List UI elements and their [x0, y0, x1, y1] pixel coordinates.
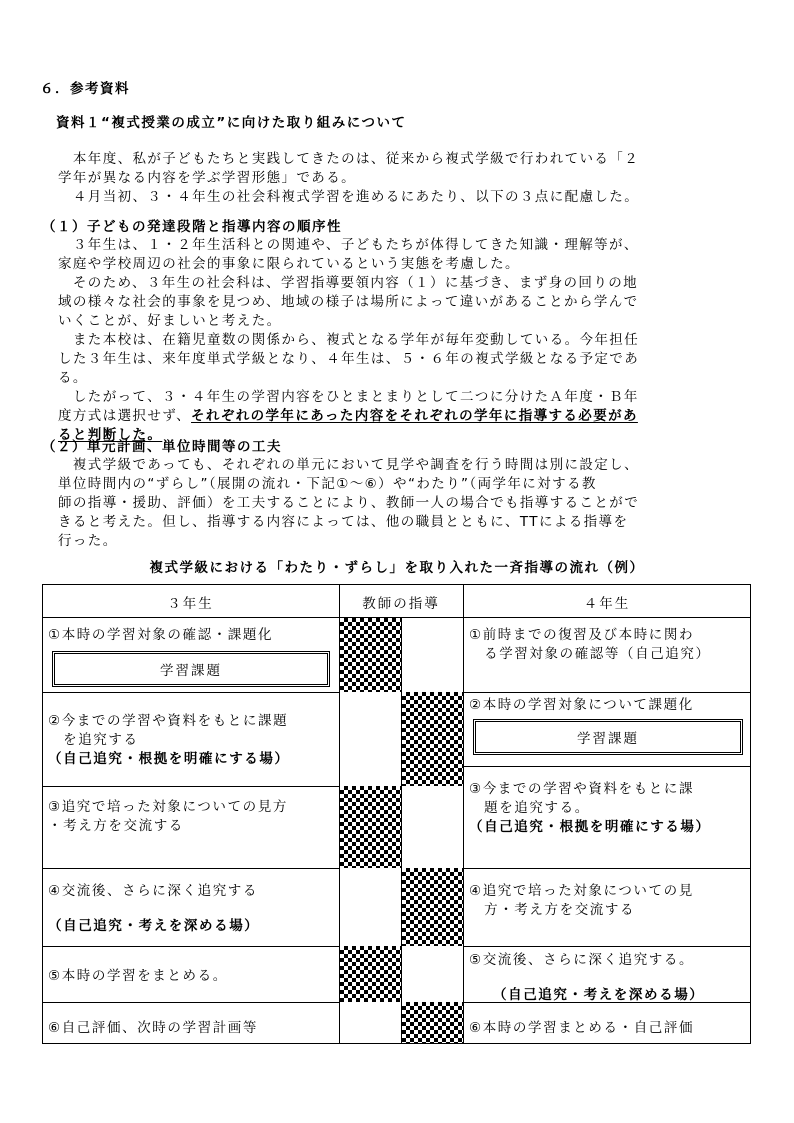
body-line: きると考えた。但し、指導する内容によっては、他の職員とともに、TTによる指導を [58, 514, 629, 530]
section-1-body [58, 236, 758, 445]
body-line: 複式学級であっても、それぞれの単元において見学や調査を行う時間は別に設定し、 [58, 457, 639, 473]
column-header-grade4: ４年生 [583, 596, 631, 612]
row-rule [463, 946, 751, 947]
body-line: いくことが、好ましいと考えた。 [58, 313, 282, 329]
body-line: 行った。 [58, 533, 118, 549]
body-line [58, 407, 758, 426]
body-line: ３年生は、１・２年生活科との関連や、子どもたちが体得してきた知識・理解等が、 [58, 237, 639, 253]
grade4-step-1-text: る学習対象の確認等（自己追究） [469, 646, 711, 662]
body-line: した３年生は、来年度単式学級となり、４年生は、５・６年の複式学級となる予定であ [58, 351, 640, 367]
grade3-step-2-mode: （自己追究・根拠を明確にする場） [48, 751, 290, 767]
row-rule [463, 692, 751, 693]
body-line: 家庭や学校周辺の社会的事象に限られているという実態を考慮した。 [58, 256, 520, 272]
intro-paragraph [58, 150, 758, 207]
section-title: ６．参考資料 [40, 81, 130, 97]
body-line: 域の様々な社会的事象を見つめ、地域の様子は場所によって違いがあることから学んで [58, 294, 639, 310]
teacher-guidance-block [340, 946, 401, 1002]
column-header-grade3: ３年生 [167, 596, 214, 612]
grade3-learning-task-box: 学習課題 [52, 651, 330, 687]
grade4-step-4-cont: 方・考え方を交流する [469, 902, 636, 918]
body-line: 単位時間内の“ずらし”（展開の流れ・下記①～⑥）や“わたり”（両学年に対する教 [58, 476, 597, 492]
row-rule [463, 868, 751, 869]
teacher-subdivider [401, 617, 402, 1044]
grade4-step-3-cont: 題を追究する。 [469, 800, 590, 816]
grade4-step-2: ②本時の学習対象について課題化 [469, 697, 694, 713]
row-rule [463, 766, 751, 767]
grade4-step-5-mode: （自己追究・考えを深める場） [493, 987, 705, 1003]
row-rule [42, 692, 339, 693]
teacher-guidance-block [402, 1002, 463, 1043]
grade4-step-1-cont [469, 645, 711, 664]
body-line: また本校は、在籍児童数の関係から、複式となる学年が毎年変動している。今年担任 [58, 332, 640, 348]
grade3-step-3: ③追究で培った対象についての見方 [48, 799, 288, 815]
column-header-teacher: 教師の指導 [362, 596, 440, 612]
body-line: そのため、３年生の社会科は、学習指導要領内容（１）に基づき、まず身の回りの地 [58, 275, 639, 291]
document-subtitle: 資料１“複式授業の成立”に向けた取り組みについて [56, 115, 407, 131]
body-line: る。 [58, 370, 88, 386]
section-2-heading: （２）単元計画、単位時間等の工夫 [42, 439, 282, 455]
grade4-step-6: ⑥本時の学習まとめる・自己評価 [469, 1020, 695, 1036]
row-rule [42, 786, 339, 787]
grade4-step-1: ①前時までの復習及び本時に関わ [469, 627, 695, 643]
intro-line: 学年が異なる内容を学ぶ学習形態」である。 [58, 170, 356, 186]
grade3-step-2-cont: を追究する [48, 732, 139, 748]
body-line: したがって、３・４年生の学習内容をひとまとまりとして二つに分けたＡ年度・Ｂ年 [58, 389, 639, 405]
section-2-body [58, 456, 758, 551]
grade4-learning-task-box: 学習課題 [473, 719, 743, 755]
grade3-step-5: ⑤本時の学習をまとめる。 [48, 968, 228, 984]
row-rule [42, 1002, 339, 1003]
body-line: 師の指導・援助、評価）を工夫することにより、教師一人の場合でも指導することがで [58, 495, 640, 511]
grade3-step-6: ⑥自己評価、次時の学習計画等 [48, 1020, 259, 1036]
grade3-step-4-mode: （自己追究・考えを深める場） [48, 918, 260, 934]
emphasized-conclusion: それぞれの学年にあった内容をそれぞれの学年に指導する必要があ [191, 408, 638, 424]
grade4-step-4: ④追究で培った対象についての見 [469, 883, 694, 899]
section-1-heading: （１）子どもの発達段階と指導内容の順序性 [42, 219, 342, 235]
teacher-guidance-block [402, 692, 463, 786]
intro-line: 本年度、私が子どもたちと実践してきたのは、従来から複式学級で行われている「２ [58, 151, 640, 167]
grade3-step-1: ①本時の学習対象の確認・課題化 [48, 627, 274, 643]
grade4-step-3: ③今までの学習や資料をもとに課 [469, 781, 695, 797]
column-divider [463, 584, 464, 1044]
grade3-step-2: ②今までの学習や資料をもとに課題 [48, 713, 289, 729]
intro-line: ４月当初、３・４年生の社会科複式学習を進めるにあたり、以下の３点に配慮した。 [58, 189, 640, 205]
row-rule [42, 868, 339, 869]
table-title: 複式学級における「わたり・ずらし」を取り入れた一斉指導の流れ（例） [149, 560, 645, 576]
emphasized-conclusion-end: ると判断した。 [58, 427, 163, 443]
teacher-guidance-block [402, 868, 463, 946]
row-rule [42, 946, 339, 947]
grade3-step-3-cont: ・考え方を交流する [48, 818, 184, 834]
body-text: 度方式は選択せず、 [58, 408, 192, 424]
grade3-step-4: ④交流後、さらに深く追究する [48, 883, 259, 899]
grade4-step-5: ⑤交流後、さらに深く追究する。 [469, 952, 695, 968]
grade4-step-3-mode: （自己追究・根拠を明確にする場） [469, 819, 711, 835]
teacher-guidance-block [340, 618, 401, 692]
teacher-guidance-block [340, 786, 401, 868]
